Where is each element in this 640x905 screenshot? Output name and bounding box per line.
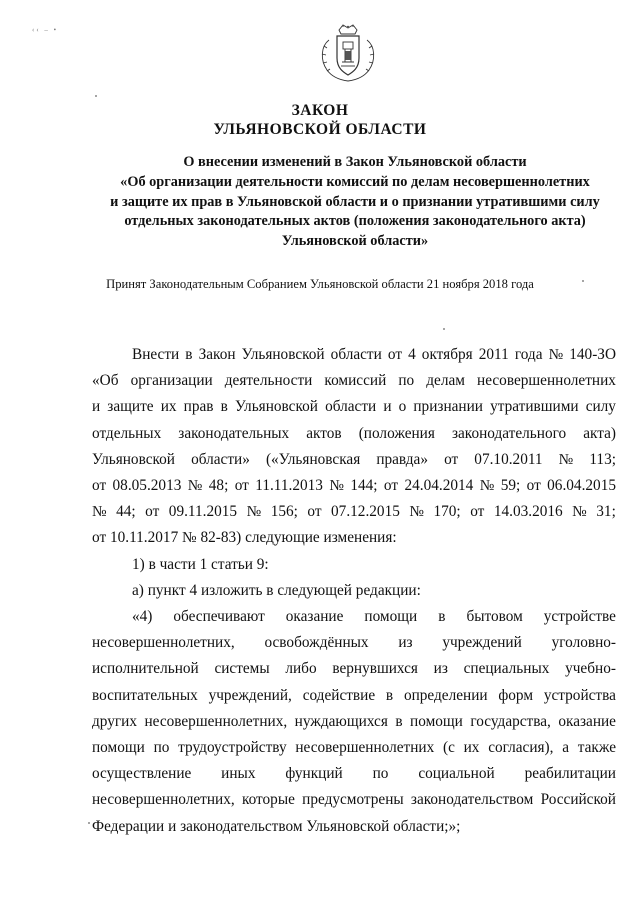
text-line bbox=[92, 709, 616, 735]
word: трудоустройству bbox=[178, 739, 287, 757]
word: («Ульяновская bbox=[265, 450, 361, 468]
word: от bbox=[387, 346, 403, 363]
word: несовершеннолетних bbox=[477, 372, 616, 390]
word: законодательством bbox=[410, 791, 534, 809]
word: 170; bbox=[433, 503, 461, 521]
word: 2011 bbox=[478, 346, 509, 363]
word: 44; bbox=[116, 503, 136, 521]
word: несовершеннолетних, bbox=[92, 791, 235, 809]
word: по bbox=[398, 372, 415, 390]
subject-line: «Об организации деятельности комиссий по делам несовершеннолетних bbox=[120, 173, 590, 190]
word: помощи bbox=[364, 608, 418, 626]
word: признании bbox=[413, 398, 483, 416]
text-line bbox=[92, 683, 616, 709]
word: № bbox=[187, 477, 203, 495]
word: их bbox=[160, 398, 177, 416]
subject-line: отдельных законодательных актов (положения законодательного акта) bbox=[124, 213, 586, 230]
law-body bbox=[92, 342, 616, 840]
scan-speck bbox=[443, 328, 445, 330]
law-title-block bbox=[0, 101, 640, 139]
word: № bbox=[409, 503, 424, 521]
text-line bbox=[92, 656, 616, 682]
text-line bbox=[92, 604, 616, 630]
text-line bbox=[92, 421, 616, 447]
word: законодательных bbox=[178, 424, 290, 442]
word: воспитательных bbox=[92, 686, 198, 704]
word: от bbox=[234, 477, 249, 495]
text-line bbox=[92, 735, 616, 761]
law-title: ЗАКОН bbox=[291, 102, 349, 119]
word: несовершеннолетних bbox=[295, 739, 435, 757]
word: помощи bbox=[92, 739, 145, 757]
subject-line: Ульяновской области» bbox=[281, 233, 429, 250]
word: 11.11.2013 bbox=[255, 477, 323, 495]
word: от bbox=[307, 503, 322, 521]
text-line bbox=[92, 394, 616, 420]
word: несовершеннолетних, bbox=[144, 712, 288, 730]
word: отдельных bbox=[92, 424, 162, 442]
word: 07.10.2011 bbox=[474, 450, 543, 468]
adoption-note: Принят Законодательным Собранием Ульяновской области 21 ноября 2018 года bbox=[106, 277, 534, 291]
subject-line: и защите их прав в Ульяновской области и о признании утратившими силу bbox=[110, 193, 600, 210]
word: в bbox=[385, 686, 394, 704]
word: оказание bbox=[558, 712, 616, 730]
amendment-item-a: а) пункт 4 изложить в следующей редакции: bbox=[132, 581, 421, 599]
word: от bbox=[383, 477, 399, 495]
word: законодательного bbox=[451, 424, 567, 442]
word: из bbox=[398, 634, 413, 652]
word: вернувшихся bbox=[332, 660, 418, 678]
word: других bbox=[92, 712, 137, 730]
word: государства, bbox=[470, 712, 551, 730]
word: области bbox=[325, 398, 377, 416]
word: предусмотрены bbox=[302, 791, 404, 809]
word: 144; bbox=[350, 477, 378, 495]
word: а bbox=[562, 739, 570, 757]
word: специальных bbox=[463, 660, 550, 678]
text-line bbox=[92, 447, 616, 473]
word: помощи bbox=[410, 712, 463, 730]
word: от bbox=[145, 503, 160, 521]
word: (положения bbox=[358, 424, 435, 442]
word: 14.03.2016 bbox=[493, 503, 563, 521]
word: 09.11.2015 bbox=[168, 503, 238, 521]
word: которые bbox=[241, 791, 295, 809]
paragraph-line: Федерации и законодательством Ульяновской области;»; bbox=[92, 817, 461, 835]
word: 31; bbox=[596, 503, 616, 521]
paragraph-line: от 10.11.2017 № 82-83) следующие изменения: bbox=[92, 529, 397, 547]
word: защите bbox=[107, 398, 154, 416]
text-line bbox=[92, 342, 616, 368]
word: 07.12.2015 bbox=[331, 503, 400, 521]
word: комиссий bbox=[324, 372, 387, 390]
word: области bbox=[330, 346, 382, 363]
word: № bbox=[558, 450, 574, 468]
amendment-item-1: 1) в части 1 статьи 9: bbox=[132, 555, 269, 573]
word: 59; bbox=[500, 477, 521, 495]
law-subject bbox=[70, 153, 640, 252]
word: Внести bbox=[132, 346, 180, 363]
word: уголовно- bbox=[551, 634, 616, 652]
word: Ульяновской bbox=[92, 450, 175, 468]
word: в bbox=[395, 712, 403, 730]
word: 4 bbox=[408, 346, 416, 363]
word: и bbox=[92, 398, 101, 416]
word: в bbox=[185, 346, 193, 363]
word: реабилитации bbox=[524, 765, 616, 783]
word: Ульяновской bbox=[234, 398, 318, 416]
word: также bbox=[577, 739, 616, 757]
scan-speck bbox=[95, 95, 97, 97]
word: правда» bbox=[376, 450, 428, 468]
word: 156; bbox=[270, 503, 298, 521]
word: года bbox=[514, 346, 543, 363]
word: октября bbox=[421, 346, 473, 363]
word: устройстве bbox=[543, 608, 616, 626]
word: социальной bbox=[418, 765, 495, 783]
word: 06.04.2015 bbox=[547, 477, 616, 495]
word: силу bbox=[585, 398, 616, 416]
word: 24.04.2014 bbox=[404, 477, 474, 495]
word: по bbox=[153, 739, 170, 757]
word: и bbox=[383, 398, 392, 416]
word: от bbox=[470, 503, 485, 521]
text-line bbox=[92, 761, 616, 787]
word: из bbox=[433, 660, 448, 678]
word: учреждений, bbox=[208, 686, 292, 704]
law-region: УЛЬЯНОВСКОЙ ОБЛАСТИ bbox=[213, 121, 427, 138]
word: от bbox=[444, 450, 459, 468]
word: прав bbox=[183, 398, 214, 416]
word: 08.05.2013 bbox=[112, 477, 182, 495]
word: утратившими bbox=[490, 398, 579, 416]
word: 140-ЗО bbox=[569, 346, 616, 363]
word: акта) bbox=[583, 424, 616, 442]
word: исполнительной bbox=[92, 660, 199, 678]
word: функций bbox=[285, 765, 343, 783]
word: их bbox=[463, 739, 480, 757]
text-line bbox=[92, 473, 616, 499]
word: № bbox=[479, 477, 495, 495]
word: оказание bbox=[285, 608, 344, 626]
corner-mark: ‹‹ – • bbox=[32, 26, 59, 34]
word: освобождённых bbox=[264, 634, 369, 652]
word: форм bbox=[498, 686, 534, 704]
text-line bbox=[92, 630, 616, 656]
word: бытовом bbox=[466, 608, 523, 626]
quoted-new-wording bbox=[92, 604, 616, 814]
word: либо bbox=[285, 660, 317, 678]
word: в bbox=[220, 398, 228, 416]
word: устройства bbox=[543, 686, 616, 704]
word: (с bbox=[442, 739, 455, 757]
word: обеспечивают bbox=[173, 608, 265, 626]
word: от bbox=[526, 477, 541, 495]
text-line bbox=[92, 499, 616, 525]
word: делам bbox=[426, 372, 465, 390]
word: № bbox=[548, 346, 564, 363]
word: по bbox=[372, 765, 389, 783]
word: области» bbox=[191, 450, 250, 468]
paragraph-amendment-intro bbox=[92, 342, 616, 525]
word: в bbox=[438, 608, 446, 626]
word: Российской bbox=[540, 791, 616, 809]
word: согласия), bbox=[488, 739, 554, 757]
word: о bbox=[398, 398, 407, 416]
word: актов bbox=[306, 424, 342, 442]
word: № bbox=[329, 477, 344, 495]
word: определении bbox=[403, 686, 488, 704]
word: учебно- bbox=[565, 660, 616, 678]
word: 48; bbox=[208, 477, 229, 495]
word: Закон bbox=[198, 346, 236, 363]
word: «Об bbox=[92, 372, 119, 390]
word: деятельности bbox=[224, 372, 313, 390]
word: системы bbox=[214, 660, 270, 678]
word: № bbox=[92, 503, 107, 521]
ulyanovsk-coat-of-arms-icon bbox=[315, 22, 381, 84]
word: организации bbox=[130, 372, 213, 390]
scan-speck bbox=[88, 822, 90, 824]
word: учреждений bbox=[442, 634, 522, 652]
text-line bbox=[92, 368, 616, 394]
word: от bbox=[92, 477, 107, 495]
word: иных bbox=[221, 765, 256, 783]
text-line bbox=[92, 787, 616, 813]
subject-line: О внесении изменений в Закон Ульяновской области bbox=[183, 154, 527, 170]
word: «4) bbox=[132, 608, 153, 626]
word: осуществление bbox=[92, 765, 192, 783]
word: № bbox=[246, 503, 262, 521]
word: нуждающихся bbox=[294, 712, 388, 730]
word: 113; bbox=[589, 450, 616, 468]
word: № bbox=[572, 503, 587, 521]
word: Ульяновской bbox=[241, 346, 325, 363]
word: содействие bbox=[302, 686, 376, 704]
word: несовершеннолетних, bbox=[92, 634, 235, 652]
